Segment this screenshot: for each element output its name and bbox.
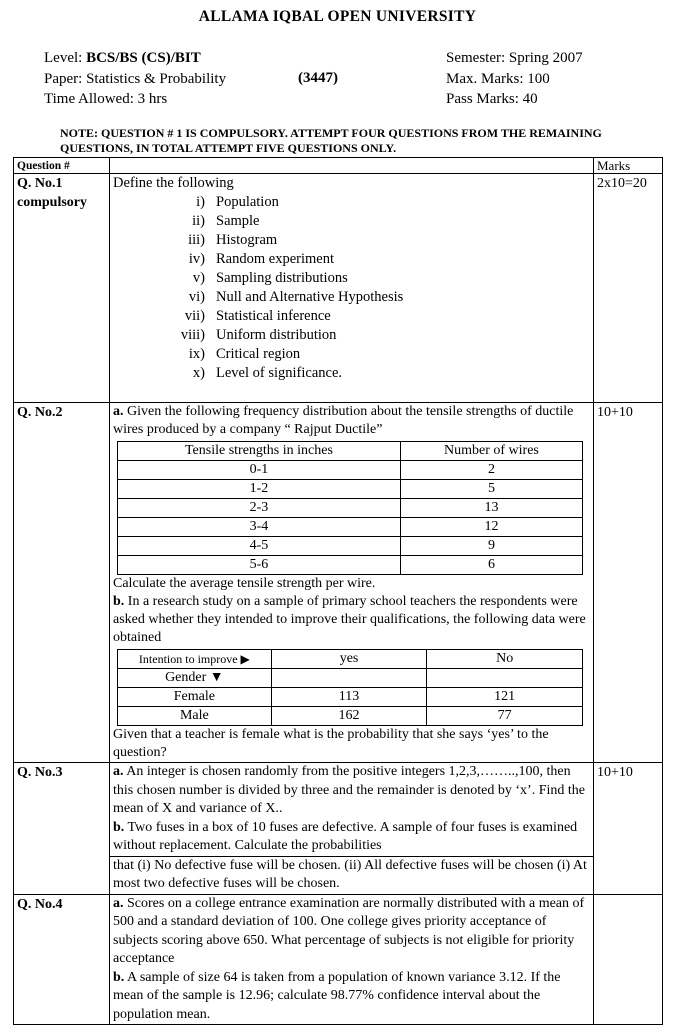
- item-number: iv): [188, 251, 205, 267]
- item-text: Critical region: [216, 346, 301, 362]
- max-marks-line: Max. Marks: 100: [446, 70, 550, 87]
- frequency-header-row: [118, 442, 583, 461]
- body-col-header: [110, 158, 594, 174]
- part-b-body: In a research study on a sample of primary school teachers the respondents were asked whether they intended to improve their qualifications, the following data were obtained: [113, 594, 586, 645]
- question-1-label: [14, 174, 110, 403]
- item-number: viii): [180, 327, 205, 343]
- list-item: [113, 288, 590, 307]
- question-4a-text: [113, 895, 590, 969]
- question-4-marks: [594, 894, 663, 1025]
- table-cell: 77: [427, 707, 583, 726]
- part-a-body: An integer is chosen randomly from the positive integers 1,2,3,……..,100, then this chosen number is divided by three and the remainder is denoted by ‘x’. Find the mean of X and variance of X..: [113, 764, 586, 816]
- table-cell: 12: [400, 518, 582, 537]
- item-number: vii): [184, 308, 205, 324]
- table-cell: Male: [118, 707, 272, 726]
- contingency-table: [117, 649, 583, 726]
- table-cell: 4-5: [118, 537, 401, 556]
- table-cell: 2-3: [118, 499, 401, 518]
- question-4-number: Q. No.4: [14, 894, 110, 1025]
- table-cell: 9: [400, 537, 582, 556]
- paper-code: (3447): [298, 70, 338, 86]
- question-2-body: [110, 403, 594, 763]
- table-row: [118, 499, 583, 518]
- table-row: [118, 556, 583, 575]
- question-2a-instruction: Calculate the average tensile strength per wire.: [113, 576, 376, 591]
- semester-line: Semester: Spring 2007: [446, 50, 583, 66]
- part-b-label: b.: [113, 594, 125, 609]
- list-item: [113, 345, 590, 364]
- table-cell: 121: [427, 688, 583, 707]
- yes-header: yes: [271, 650, 427, 669]
- table-cell: 13: [400, 499, 582, 518]
- freq-header-count: Number of wires: [400, 442, 582, 461]
- question-2-number: Q. No.2: [14, 403, 110, 763]
- level-label: Level:: [44, 50, 87, 66]
- exam-info-left: [44, 48, 226, 110]
- table-cell: 2: [400, 461, 582, 480]
- contingency-header-row: [118, 650, 583, 669]
- marks-col-header: Marks: [594, 158, 663, 174]
- item-text: Population: [216, 194, 279, 210]
- questions-table: [13, 157, 663, 1025]
- part-b-label: b.: [113, 819, 125, 835]
- item-text: Null and Alternative Hypothesis: [216, 289, 404, 305]
- list-item: [113, 193, 590, 212]
- table-cell: 5: [400, 480, 582, 499]
- question-3-number: Q. No.3: [14, 763, 110, 895]
- item-number: v): [192, 270, 205, 286]
- question-col-header: Question #: [14, 158, 110, 174]
- item-text: Uniform distribution: [216, 327, 337, 343]
- table-row: [118, 688, 583, 707]
- item-text: Random experiment: [216, 251, 334, 267]
- part-b-label: b.: [113, 969, 125, 985]
- table-cell: 3-4: [118, 518, 401, 537]
- list-item: [113, 364, 590, 383]
- question-2-marks: 10+10: [594, 403, 663, 763]
- item-text: Sample: [216, 213, 260, 229]
- table-row: [118, 461, 583, 480]
- no-header: No: [427, 650, 583, 669]
- item-number: i): [196, 194, 205, 210]
- question-4-body: [110, 894, 594, 1025]
- question-3-marks: 10+10: [594, 763, 663, 895]
- question-row-2: [14, 403, 663, 763]
- table-row: [118, 707, 583, 726]
- part-a-body: Given the following frequency distribution about the tensile strengths of ductile wires produced by a company “ Rajput Ductile”: [113, 404, 574, 437]
- instructions-note: NOTE: QUESTION # 1 IS COMPULSORY. ATTEMPT FOUR QUESTIONS FROM THE REMAINING QUESTIONS, IN TOTAL ATTEMPT FIVE QUESTIONS ONLY.: [60, 126, 602, 155]
- list-item: [113, 250, 590, 269]
- question-3a-text: [113, 763, 590, 819]
- question-3b-continued: that (i) No defective fuse will be chosen. (ii) All defective fuses will be chosen (i) At most two defective fuses will be chosen.: [110, 856, 593, 894]
- table-cell: 6: [400, 556, 582, 575]
- table-cell: 162: [271, 707, 427, 726]
- item-number: ii): [192, 213, 205, 229]
- table-header-row: [14, 158, 663, 174]
- table-cell: 113: [271, 688, 427, 707]
- intention-header: Intention to improve ▶: [118, 650, 272, 669]
- question-2a-text: [113, 403, 590, 439]
- item-text: Statistical inference: [216, 308, 331, 324]
- question-1-intro: Define the following: [113, 175, 234, 191]
- item-text: Sampling distributions: [216, 270, 348, 286]
- frequency-table: [117, 441, 583, 575]
- question-row-1: [14, 174, 663, 403]
- list-item: [113, 326, 590, 345]
- part-b-body: A sample of size 64 is taken from a population of known variance 3.12. If the mean of the sample is 12.96; calculate 98.77% confidence interval about the population mean.: [113, 969, 561, 1022]
- item-text: Histogram: [216, 232, 278, 248]
- table-cell: Female: [118, 688, 272, 707]
- table-cell: [427, 669, 583, 688]
- question-row-3: [14, 763, 663, 895]
- item-number: vi): [188, 289, 205, 305]
- gender-header: Gender ▼: [118, 669, 272, 688]
- list-item: [113, 269, 590, 288]
- item-text: Level of significance.: [216, 365, 343, 381]
- freq-header-strength: Tensile strengths in inches: [118, 442, 401, 461]
- list-item: [113, 231, 590, 250]
- part-a-body: Scores on a college entrance examination are normally distributed with a mean of 500 and a standard deviation of 100. One college gives priority acceptance of subjects scoring above 650. What percentage of subjects is not eligible for priority acceptance: [113, 895, 585, 966]
- part-b-body: Two fuses in a box of 10 fuses are defective. A sample of four fuses is examined without replacement. Calculate the probabilities: [113, 819, 578, 853]
- item-number: ix): [188, 346, 205, 362]
- question-2b-question: Given that a teacher is female what is the probability that she says ‘yes’ to the question?: [113, 727, 549, 760]
- question-2b-text: [113, 593, 590, 647]
- table-cell: [271, 669, 427, 688]
- question-row-4: [14, 894, 663, 1025]
- table-row: [118, 518, 583, 537]
- part-a-label: a.: [113, 404, 124, 419]
- question-3-body: [110, 763, 594, 895]
- level-value: BCS/BS (CS)/BIT: [86, 50, 201, 66]
- table-cell: 1-2: [118, 480, 401, 499]
- part-a-label: a.: [113, 764, 124, 779]
- question-3b-text: [113, 819, 590, 856]
- pass-marks-line: Pass Marks: 40: [446, 91, 538, 107]
- item-number: x): [192, 365, 205, 381]
- table-row: [118, 480, 583, 499]
- level-line: [44, 48, 226, 69]
- table-cell: 5-6: [118, 556, 401, 575]
- gender-header-row: [118, 669, 583, 688]
- question-1-tag: compulsory: [17, 195, 87, 210]
- table-cell: 0-1: [118, 461, 401, 480]
- definition-list: [113, 193, 590, 383]
- table-row: [118, 537, 583, 556]
- paper-line: Paper: Statistics & Probability: [44, 70, 227, 87]
- question-1-body: [110, 174, 594, 403]
- list-item: [113, 307, 590, 326]
- question-1-marks: 2x10=20: [594, 174, 663, 403]
- exam-info-right: [446, 48, 583, 110]
- time-line: Time Allowed: 3 hrs: [44, 91, 168, 107]
- item-number: iii): [188, 232, 205, 248]
- university-title: ALLAMA IQBAL OPEN UNIVERSITY: [198, 8, 477, 25]
- part-a-label: a.: [113, 895, 124, 911]
- list-item: [113, 212, 590, 231]
- question-4b-text: [113, 969, 590, 1025]
- question-1-number: Q. No.1: [17, 176, 63, 191]
